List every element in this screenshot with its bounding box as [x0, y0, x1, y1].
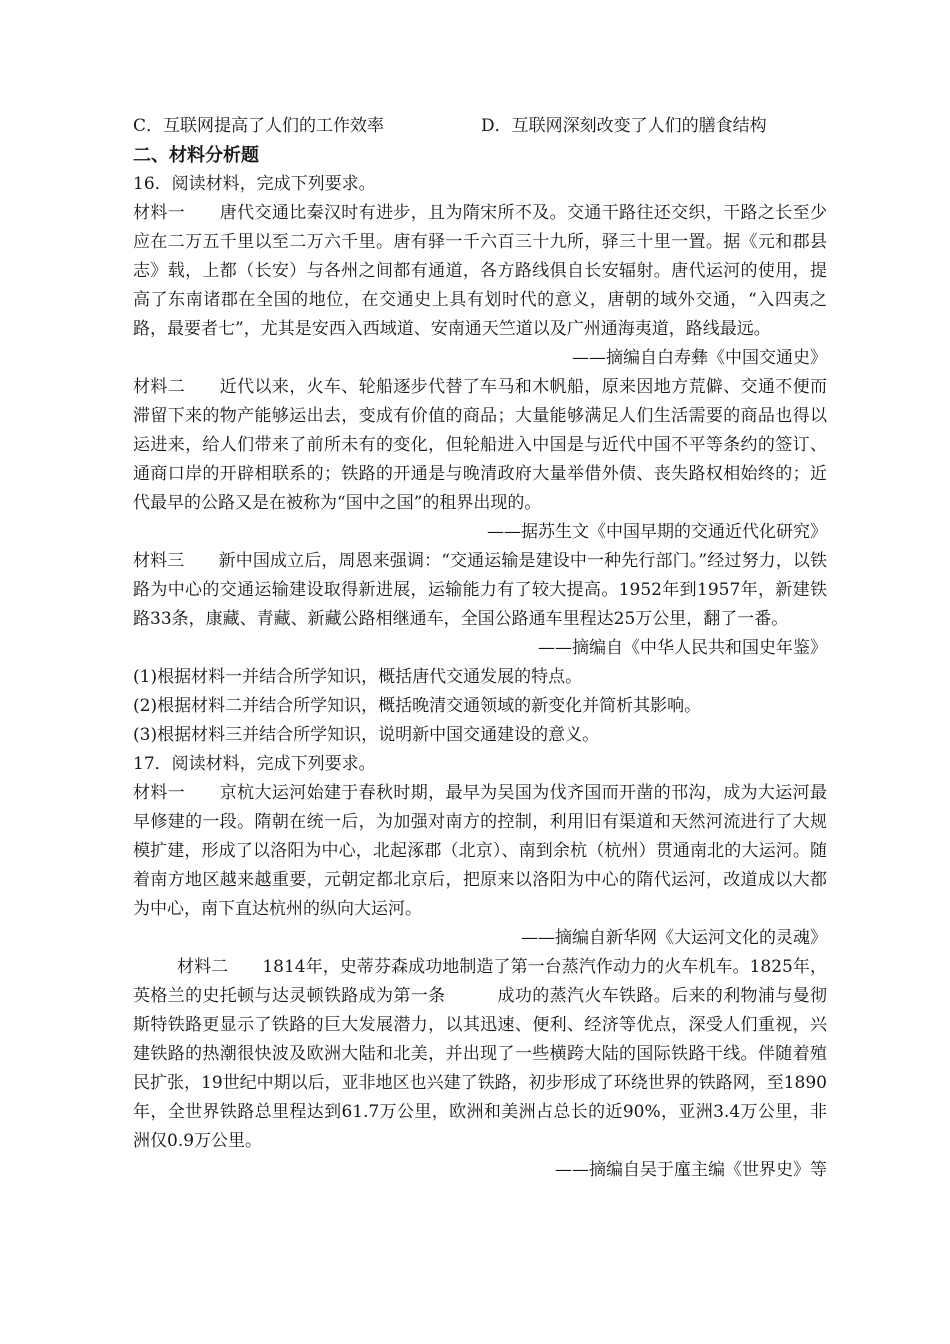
- question16-stem: 16．阅读材料，完成下列要求。: [133, 174, 376, 194]
- question16-subquestion-2: (2)根据材料二并结合所学知识，概括晚清交通领域的新变化并简析其影响。: [133, 696, 702, 716]
- question17-material2-text: 材料二 1814年，史蒂芬森成功地制造了第一台蒸汽作动力的火车机车。1825年，英格兰的史托顿与达灵顿铁路成为第一条 成功的蒸汽火车铁路。后来的利物浦与曼彻斯特铁路更显示了铁路的巨大发展潜力，以其迅速、便利、经济等优点，深受人们重视，兴建铁路的热潮很快波及欧洲大陆和北美，并出现了一些横跨大陆的国际铁路干线。伴随着殖民扩张，19世纪中期以后，亚非地区也兴建了铁路，初步形成了环绕世界的铁路网，至1890年，全世界铁路总里程达到61.7万公里，欧洲和美洲占总长的近90%，亚洲3.4万公里，非洲仅0.9万公里。: [133, 957, 827, 1151]
- option-c: C．互联网提高了人们的工作效率: [133, 116, 385, 136]
- question17-material2-source: ——摘编自吴于廑主编《世界史》等: [555, 1160, 827, 1180]
- section-heading-material-analysis: 二、材料分析题: [133, 145, 259, 166]
- document-content: [133, 112, 827, 1185]
- question16-subquestion-3: (3)根据材料三并结合所学知识，说明新中国交通建设的意义。: [133, 725, 600, 745]
- question17-material1-source: ——摘编自新华网《大运河文化的灵魂》: [521, 928, 827, 948]
- question16-subquestion-1: (1)根据材料一并结合所学知识，概括唐代交通发展的特点。: [133, 667, 583, 687]
- question17-stem: 17．阅读材料，完成下列要求。: [133, 754, 376, 774]
- option-d: D．互联网深刻改变了人们的膳食结构: [481, 116, 767, 136]
- question16-material2-source: ——据苏生文《中国早期的交通近代化研究》: [487, 522, 827, 542]
- question16-material1-source: ——摘编自白寿彝《中国交通史》: [572, 348, 827, 368]
- question16-material3-source: ——摘编自《中华人民共和国史年鉴》: [538, 638, 827, 658]
- question16-material3-text: 材料三 新中国成立后，周恩来强调：“交通运输是建设中一种先行部门。”经过努力，以铁路为中心的交通运输建设取得新进展，运输能力有了较大提高。1952年到1957年，新建铁路33条，康藏、青藏、新藏公路相继通车，全国公路通车里程达25万公里，翻了一番。: [133, 551, 827, 629]
- question17-material1-text: 材料一 京杭大运河始建于春秋时期，最早为吴国为伐齐国而开凿的邗沟，成为大运河最早修建的一段。隋朝在统一后，为加强对南方的控制，利用旧有渠道和天然河流进行了大规模扩建，形成了以洛阳为中心，北起涿郡（北京）、南到余杭（杭州）贯通南北的大运河。随着南方地区越来越重要，元朝定都北京后，把原来以洛阳为中心的隋代运河，改道成以大都为中心，南下直达杭州的纵向大运河。: [133, 783, 827, 919]
- question15-options-row: [133, 112, 827, 141]
- question16-material2-text: 材料二 近代以来，火车、轮船逐步代替了车马和木帆船，原来因地方荒僻、交通不便而滞留下来的物产能够运出去，变成有价值的商品；大量能够满足人们生活需要的商品也得以运进来，给人们带来了前所未有的变化，但轮船进入中国是与近代中国不平等条约的签订、通商口岸的开辟相联系的；铁路的开通是与晚清政府大量举借外债、丧失路权相始终的；近代最早的公路又是在被称为“国中之国”的租界出现的。: [133, 377, 827, 513]
- question16-material1-text: 材料一 唐代交通比秦汉时有进步，且为隋宋所不及。交通干路往还交织，干路之长至少应在二万五千里以至二万六千里。唐有驿一千六百三十九所，驿三十里一置。据《元和郡县志》载，上都（长安）与各州之间都有通道，各方路线俱自长安辐射。唐代运河的使用，提高了东南诸郡在全国的地位，在交通史上具有划时代的意义，唐朝的域外交通，“入四夷之路，最要者七”，尤其是安西入西域道、安南通天竺道以及广州通海夷道，路线最远。: [133, 203, 827, 339]
